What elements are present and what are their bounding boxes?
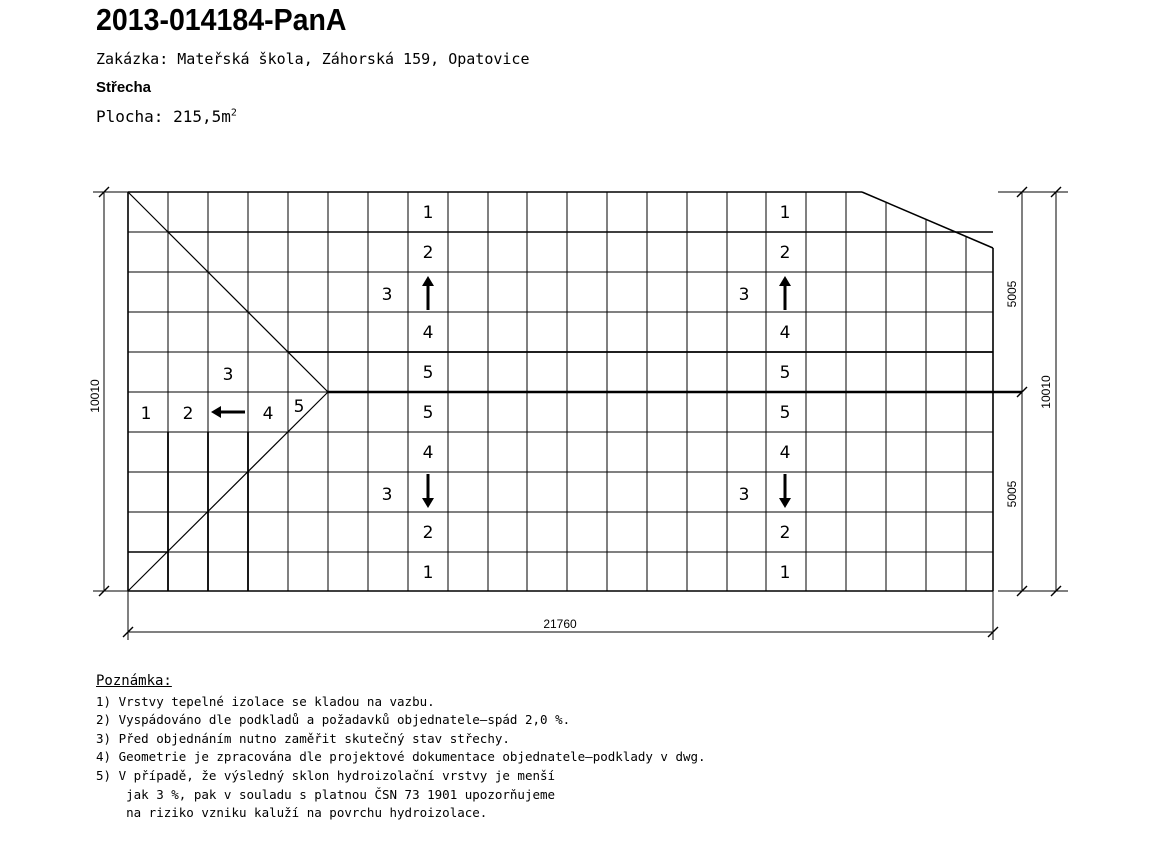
- layer-label: 1: [422, 203, 434, 223]
- layer-label: 1: [779, 563, 791, 583]
- layer-label: 5: [422, 403, 434, 423]
- note-item: 4) Geometrie je zpracována dle projektové dokumentace objednatele–podklady v dwg.: [96, 749, 706, 765]
- note-item: 5) V případě, že výsledný sklon hydroizolační vrstvy je menší: [96, 767, 556, 783]
- dimension-upper-half: 5005: [1005, 280, 1019, 308]
- area-text: Plocha: 215,5m: [96, 107, 231, 126]
- arrow-up-head: [422, 276, 434, 286]
- note-item: na riziko vzniku kaluží na povrchu hydroizolace.: [96, 805, 488, 821]
- arrow-down-head: [779, 498, 791, 508]
- layer-label: 4: [262, 404, 274, 424]
- note-item: 2) Vyspádováno dle podkladů a požadavků objednatele–spád 2,0 %.: [96, 712, 571, 728]
- layer-label: 5: [779, 403, 791, 423]
- layer-label: 2: [182, 404, 194, 424]
- drawing-title: 2013-014184-PanA: [96, 2, 347, 37]
- layer-label: 2: [779, 523, 791, 543]
- valley-line: [128, 392, 328, 591]
- layer-label: 2: [779, 243, 791, 263]
- dimension-height-left: 10010: [88, 379, 102, 413]
- layer-label: 4: [779, 323, 791, 343]
- dimension-height-right: 10010: [1039, 375, 1053, 409]
- arrow-left-head: [211, 406, 221, 418]
- sloped-edge: [862, 192, 993, 248]
- layer-label: 3: [381, 285, 393, 305]
- notes-block: [96, 672, 706, 823]
- arrow-down-head: [422, 498, 434, 508]
- layer-label: 5: [422, 363, 434, 383]
- order-line: Zakázka: Mateřská škola, Záhorská 159, Opatovice: [96, 50, 530, 68]
- valley-line: [128, 192, 328, 392]
- notes-title: Poznámka:: [96, 673, 172, 689]
- layer-label: 3: [738, 485, 750, 505]
- layer-label: 5: [779, 363, 791, 383]
- section-label: Střecha: [96, 79, 152, 96]
- layer-label: 4: [422, 323, 434, 343]
- layer-label: 4: [422, 443, 434, 463]
- layer-label: 2: [422, 243, 434, 263]
- dimension-width: 21760: [543, 617, 577, 631]
- note-item: 1) Vrstvy tepelné izolace se kladou na vazbu.: [96, 693, 435, 709]
- arrow-up-head: [779, 276, 791, 286]
- layer-label: 5: [293, 397, 305, 417]
- layer-label: 3: [222, 365, 234, 385]
- area-superscript: 2: [230, 107, 237, 119]
- note-item: jak 3 %, pak v souladu s platnou ČSN 73 1901 upozorňujeme: [96, 786, 556, 802]
- layer-label: 3: [738, 285, 750, 305]
- note-item: 3) Před objednáním nutno zaměřit skutečný stav střechy.: [96, 730, 510, 746]
- layer-label: 4: [779, 443, 791, 463]
- layer-label: 1: [779, 203, 791, 223]
- layer-label: 1: [422, 563, 434, 583]
- layer-label: 1: [140, 404, 152, 424]
- layer-label: 2: [422, 523, 434, 543]
- layer-label: 3: [381, 485, 393, 505]
- dimension-lower-half: 5005: [1005, 480, 1019, 508]
